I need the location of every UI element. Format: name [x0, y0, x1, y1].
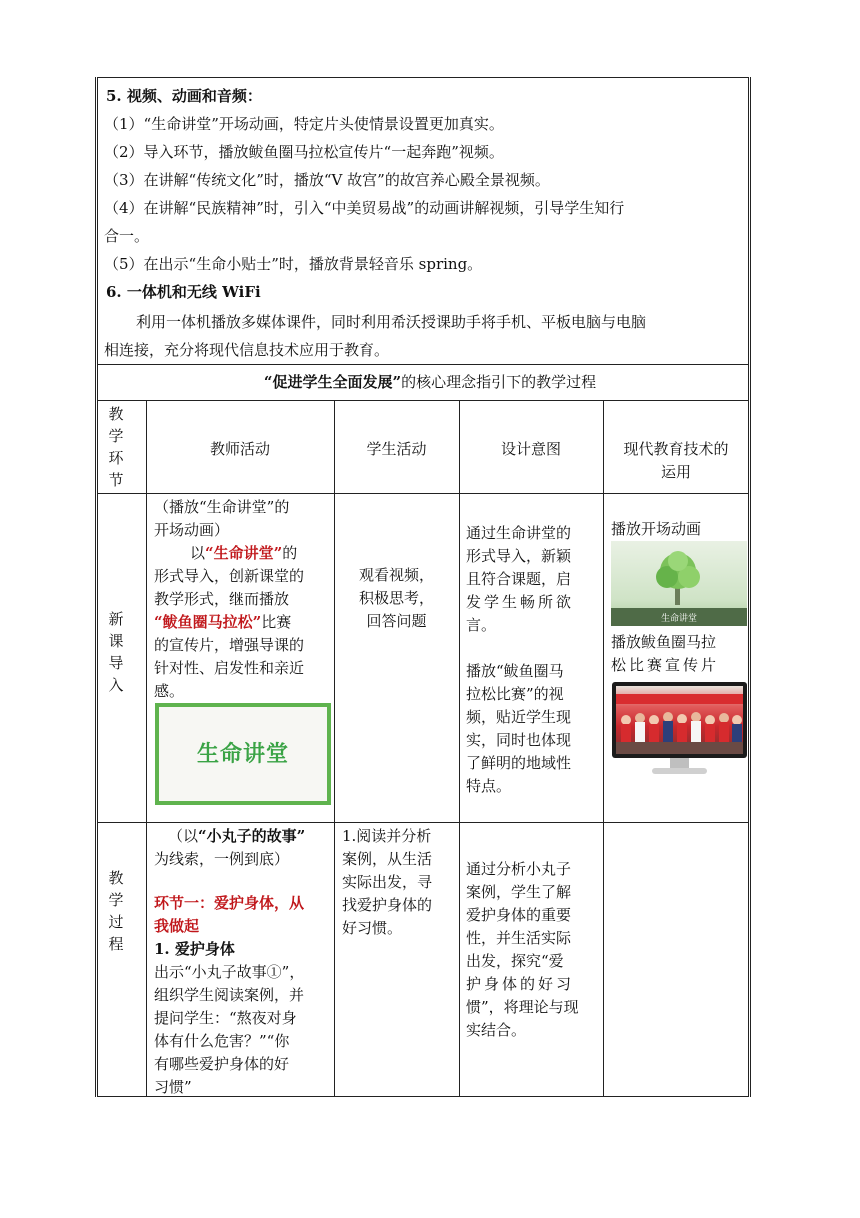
- r1-intent-11: 了鲜明的地域性: [466, 754, 572, 772]
- r2-teacher-l10: 有哪些爱护身体的好: [154, 1055, 290, 1073]
- process-title-bold: “促进学生全面发展”: [263, 373, 402, 391]
- stage-new-lesson-text: 新 课 导 入: [108, 610, 124, 694]
- r2-teacher-subheading: 1. 爱护身体: [154, 940, 235, 958]
- row-divider: [97, 400, 749, 401]
- stage-new-lesson: [107, 608, 125, 696]
- r2-student-5: 好习惯。: [342, 919, 403, 937]
- section6-heading: 6. 一体机和无线 WiFi: [106, 283, 261, 301]
- r2-student-1: 1.阅读并分析: [342, 827, 432, 845]
- r2-student-3: 实际出发，寻: [342, 873, 433, 891]
- r2-student-4: 找爱护身体的: [342, 896, 433, 914]
- r2-teacher-l7: 组织学生阅读案例，并: [154, 986, 305, 1004]
- section5-item-4-cont: 合一。: [104, 227, 150, 245]
- r1-teacher-p2d-red: “鲅鱼圈马拉松”: [154, 613, 262, 631]
- r1-teacher-p2f: 针对性、启发性和亲近: [154, 659, 305, 677]
- r1-teacher-p2a-red: “生命讲堂”: [205, 544, 283, 562]
- r2-teacher-l6: 出示“小丸子故事①”，: [154, 963, 305, 981]
- col-divider: [146, 400, 147, 1097]
- r1-intent-12: 特点。: [466, 777, 512, 795]
- r1-teacher-p2a-post: 的: [282, 544, 298, 562]
- marathon-photo: [616, 686, 743, 754]
- r2-intent-5: 出发，探究“爱: [466, 952, 564, 970]
- r1-student-3: 回答问题: [366, 612, 427, 630]
- monitor-neck: [670, 758, 689, 768]
- section5-heading: 5. 视频、动画和音频：: [106, 87, 262, 105]
- marathon-video-monitor: [612, 682, 747, 778]
- r1-intent-9: 频，贴近学生现: [466, 708, 572, 726]
- section5-item-5: （5）在出示“生命小贴士”时，播放背景轻音乐 spring。: [104, 255, 483, 273]
- r2-intent-6: 护身体的好习: [466, 975, 575, 993]
- r1-tech-line2: 播放鲅鱼圈马拉: [611, 633, 717, 651]
- r2-intent-4: 性，并生活实际: [466, 929, 572, 947]
- r2-intent-1: 通过分析小丸子: [466, 860, 572, 878]
- r2-teacher-l1: [168, 824, 305, 848]
- row-divider: [97, 493, 749, 494]
- r1-teacher-p1a: （播放“生命讲堂”的: [154, 498, 290, 516]
- r1-teacher-p2a: [190, 541, 297, 565]
- monitor-stand: [652, 768, 707, 774]
- r1-intent-7: 播放“鲅鱼圈马: [466, 662, 564, 680]
- section5-item-4: （4）在讲解“民族精神”时，引入“中美贸易战”的动画讲解视频，引导学生知行: [104, 199, 625, 217]
- section5-item-2: （2）导入环节，播放鲅鱼圈马拉松宣传片“一起奔跑”视频。: [104, 143, 504, 161]
- r1-intent-5: 言。: [466, 616, 497, 634]
- r1-intent-4: 发学生畅所欲: [466, 593, 575, 611]
- life-lecture-image: [155, 703, 331, 805]
- r2-teacher-l1-pre: （以: [168, 827, 199, 845]
- r1-teacher-p2g: 感。: [154, 682, 185, 700]
- header-stage-text: 教 学 环 节: [108, 405, 124, 489]
- section5-item-1: （1）“生命讲堂”开场动画，特定片头使情景设置更加真实。: [104, 115, 504, 133]
- col-divider: [334, 400, 335, 1097]
- r1-intent-1: 通过生命讲堂的: [466, 524, 572, 542]
- r2-teacher-l8: 提问学生：“熬夜对身: [154, 1009, 297, 1027]
- r2-teacher-l9: 体有什么危害？”“你: [154, 1032, 290, 1050]
- r1-intent-2: 形式导入，新颖: [466, 547, 572, 565]
- r2-student-2: 案例，从生活: [342, 850, 433, 868]
- r2-teacher-section-heading-1: 环节一：爱护身体，从: [154, 894, 305, 912]
- row-divider: [97, 822, 749, 823]
- r1-teacher-p2a-pre: 以: [190, 544, 206, 562]
- r1-student-1: 观看视频，: [358, 566, 434, 584]
- r1-intent-10: 实，同时也体现: [466, 731, 572, 749]
- col-divider: [459, 400, 460, 1097]
- r1-teacher-p1b: 开场动画）: [154, 521, 230, 539]
- header-teacher: 教师活动: [209, 440, 270, 458]
- r1-student-2: 积极思考，: [358, 589, 434, 607]
- header-stage: [107, 403, 125, 491]
- r2-intent-8: 实结合。: [466, 1021, 527, 1039]
- r2-teacher-l1-bold: “小丸子的故事”: [198, 827, 306, 845]
- r2-teacher-l2: 为线索，一例到底）: [154, 850, 290, 868]
- r2-teacher-l11: 习惯”: [154, 1078, 192, 1096]
- r2-intent-3: 爱护身体的重要: [466, 906, 572, 924]
- r2-intent-7: 惯”，将理论与现: [466, 998, 579, 1016]
- opening-animation-thumbnail: [611, 541, 747, 626]
- process-title: [0, 370, 860, 394]
- r1-teacher-p2e: 的宣传片，增强导课的: [154, 636, 305, 654]
- r1-tech-line1: 播放开场动画: [611, 520, 702, 538]
- section5-item-3: （3）在讲解“传统文化”时，播放“V 故宫”的故宫养心殿全景视频。: [104, 171, 550, 189]
- stage-teaching-process-text: 教 学 过 程: [108, 869, 124, 953]
- life-lecture-image-text: 生命讲堂: [196, 742, 289, 767]
- r2-teacher-section-heading-2: 我做起: [154, 917, 200, 935]
- header-tech-line1: 现代教育技术的: [623, 440, 729, 458]
- header-intent: 设计意图: [500, 440, 561, 458]
- r2-intent-2: 案例，学生了解: [466, 883, 572, 901]
- section6-line-1: 利用一体机播放多媒体课件，同时利用希沃授课助手将手机、平板电脑与电脑: [136, 313, 647, 331]
- r1-tech-line3: 松比赛宣传片: [611, 656, 720, 674]
- row-divider: [97, 364, 749, 365]
- header-student: 学生活动: [366, 440, 427, 458]
- process-title-rest: 的核心理念指引下的教学过程: [401, 373, 597, 391]
- header-tech-line2: 运用: [660, 463, 691, 481]
- stage-teaching-process: [107, 867, 125, 955]
- r1-teacher-p2b: 形式导入，创新课堂的: [154, 567, 305, 585]
- r1-teacher-p2c: 教学形式，继而播放: [154, 590, 290, 608]
- col-divider: [603, 400, 604, 1097]
- r1-teacher-p2d: [154, 610, 291, 634]
- r1-intent-8: 拉松比赛”的视: [466, 685, 564, 703]
- section6-line-2: 相连接，充分将现代信息技术应用于教育。: [104, 341, 390, 359]
- r1-teacher-p2d-post: 比赛: [261, 613, 292, 631]
- r1-intent-3: 且符合课题，启: [466, 570, 572, 588]
- crowd-icon: [616, 686, 743, 754]
- thumbnail-caption: 生命讲堂: [660, 614, 697, 624]
